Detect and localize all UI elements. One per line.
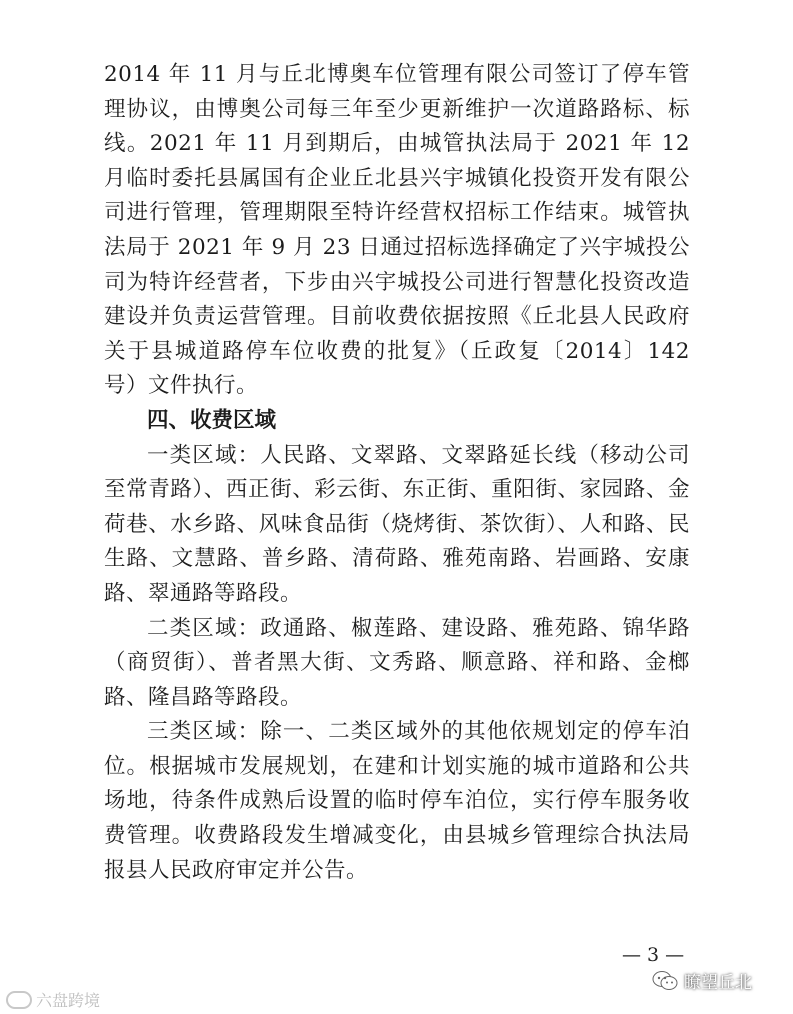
zone-paragraph-3: 三类区域：除一、二类区域外的其他依规划定的停车泊位。根据城市发展规划，在建和计划实施的城市道路和公共场地，待条件成熟后设置的临时停车泊位，实行停车服务收费管理。收费路段发生增减变化，由县城乡管理综合执法局报县人民政府审定并公告。: [104, 719, 690, 883]
watermark-left-text: 六盘跨境: [36, 991, 101, 1010]
wechat-watermark: [652, 968, 752, 993]
wechat-icon: [652, 970, 678, 992]
wechat-account-name: 瞭望丘北: [684, 973, 752, 993]
document-page: [104, 58, 690, 888]
section-heading: 四、收费区域: [147, 407, 277, 433]
watermark-left: [6, 988, 100, 1011]
body-paragraph-1: 2014 年 11 月与丘北博奥车位管理有限公司签订了停车管理协议，由博奥公司每三年至少更新维护一次道路路标、标线。2021 年 11 月到期后，由城管执法局于 2021 年 12 月临时委托县属国有企业丘北县兴宇城镇化投资开发有限公司进行管理，管理期限至特许经营权招标工作结束。城管执法局于 2021 年 9 月 23 日通过招标选择确定了兴宇城投公司为特许经营者，下步由兴宇城投公司进行智慧化投资改造建设并负责运营管理。目前收费依据按照《丘北县人民政府关于县城道路停车位收费的批复》（丘政复〔2014〕142 号）文件执行。: [104, 62, 690, 399]
page-number: — 3 —: [622, 944, 685, 966]
watermark-logo-icon: [6, 991, 32, 1009]
zone-paragraph-2: 二类区域：政通路、椒莲路、建设路、雅苑路、锦华路（商贸街）、普者黑大街、文秀路、顺意路、祥和路、金榔路、隆昌路等路段。: [104, 615, 690, 710]
zone-paragraph-1: 一类区域：人民路、文翠路、文翠路延长线（移动公司至常青路）、西正街、彩云街、东正街、重阳街、家园路、金荷巷、水乡路、风味食品街（烧烤街、茶饮街）、人和路、民生路、文慧路、普乡路、清荷路、雅苑南路、岩画路、安康路、翠通路等路段。: [104, 442, 690, 606]
